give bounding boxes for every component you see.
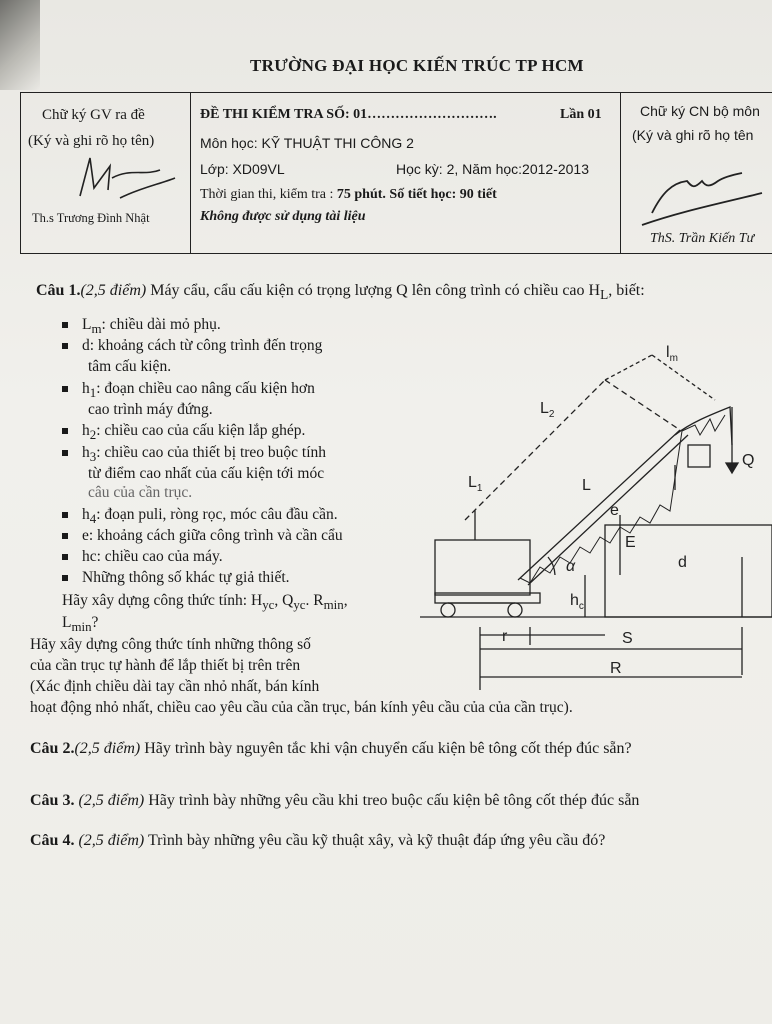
header-divider-1: [190, 93, 191, 253]
head-name: ThS. Trần Kiến Tư: [650, 231, 755, 246]
para-line-1: Hãy xây dựng công thức tính những thông số: [30, 636, 311, 653]
label-Q: Q: [742, 452, 755, 469]
time-value: 75 phút.: [336, 187, 386, 202]
subject-line: Môn học: KỸ THUẬT THI CÔNG 2: [200, 135, 414, 151]
crane-diagram: [420, 335, 772, 700]
crane-wheel-2: [508, 603, 522, 617]
bullet-d: d: khoảng cách từ công trình đến trọng: [62, 337, 322, 355]
time-line: [200, 187, 497, 203]
bullet-lm: $L_m$: chiều dài mỏ phụ.: [62, 316, 221, 337]
bullet-h2: $h_2$: chiều cao của cấu kiện lắp ghép.: [62, 422, 305, 443]
crane-cab: [435, 540, 530, 595]
bullet-other: Những thông số khác tự giả thiết.: [62, 569, 290, 587]
time-label: Thời gian thi, kiểm tra :: [200, 187, 334, 202]
question-1-intro: [36, 282, 645, 303]
label-L: L: [582, 477, 591, 494]
head-signature-title: Chữ ký CN bộ môn: [640, 103, 760, 119]
bullet-h3-cont2: câu của cần trục.: [88, 484, 193, 501]
load-arrow: [726, 463, 738, 473]
question-1-label: Câu 1.: [36, 282, 81, 299]
exam-attempt: Lần 01: [560, 107, 602, 122]
teacher-signature: [60, 148, 180, 208]
label-E: E: [625, 534, 636, 551]
label-S: S: [622, 630, 633, 647]
teacher-signature-note: (Ký và ghi rõ họ tên): [28, 133, 155, 149]
boom-lower: [518, 430, 680, 580]
label-r: r: [502, 628, 508, 645]
exam-label: ĐỀ THI KIỂM TRA SỐ: 01: [200, 107, 368, 122]
question-1-intro-sub: L: [600, 287, 609, 303]
question-2: Câu 2.(2,5 điểm) Hãy trình bày nguyên tắc khi vận chuyển cấu kiện bê tông cốt thép đúc sẵn?: [30, 740, 632, 757]
hook-block: [688, 445, 710, 467]
header-divider-2: [620, 93, 621, 253]
para-line-3: (Xác định chiều dài tay cần nhỏ nhất, bán kính: [30, 678, 320, 695]
label-R: R: [610, 660, 622, 677]
bullet-h4: $h_4$: đoạn puli, ròng rọc, móc câu đầu cần.: [62, 506, 338, 527]
head-signature-note: (Ký và ghi rõ họ tên: [632, 127, 754, 143]
exam-number: [200, 107, 497, 123]
para-line-4: hoạt động nhỏ nhất, chiều cao yêu cầu của cần trục, bán kính yêu cầu của của cần trục).: [30, 699, 573, 716]
label-d: d: [678, 554, 687, 571]
bullet-h1-cont: cao trình máy đứng.: [88, 401, 213, 418]
bullet-h3-cont: từ điểm cao nhất của cấu kiện tới móc: [88, 465, 325, 482]
bullet-d-cont: tâm cấu kiện.: [88, 358, 172, 375]
bullet-e: e: khoảng cách giữa công trình và cần cẩu: [62, 527, 343, 545]
question-3: Câu 3. (2,5 điểm) Hãy trình bày những yêu cầu khi treo buộc cấu kiện bê tông cốt thép đúc sẵn: [30, 792, 640, 809]
build-formula-line-2: $L_{min}$?: [62, 614, 99, 635]
class-line: Lớp: XD09VL: [200, 161, 285, 177]
crane-wheel-1: [441, 603, 455, 617]
bullet-h3: $h_3$: chiều cao của thiết bị treo buộc tính: [62, 444, 326, 465]
label-L2: $L_2$: [540, 400, 555, 420]
periods: Số tiết học: 90 tiết: [389, 187, 497, 202]
label-lm: $l_m$: [666, 344, 678, 364]
materials-note: Không được sử dụng tài liệu: [200, 209, 366, 224]
label-e: e: [610, 502, 619, 519]
label-L1: $L_1$: [468, 474, 483, 494]
question-1-points: (2,5 điểm): [80, 282, 147, 299]
label-hc: $h_c$: [570, 592, 584, 612]
bullet-hc: hc: chiều cao của máy.: [62, 548, 223, 566]
school-name: TRƯỜNG ĐẠI HỌC KIẾN TRÚC TP HCM: [250, 56, 584, 75]
question-4: Câu 4. (2,5 điểm) Trình bày những yêu cầu kỹ thuật xây, và kỹ thuật đáp ứng yêu cầu đó?: [30, 832, 606, 849]
build-formula-line: Hãy xây dựng công thức tính: $H_{yc}$, $Q_{yc}$. $R_{min}$,: [62, 592, 348, 613]
teacher-signature-title: Chữ ký GV ra đề: [42, 107, 145, 123]
question-1-intro-end: , biết:: [608, 282, 645, 299]
semester-line: Học kỳ: 2, Năm học:2012-2013: [396, 161, 589, 177]
label-alpha: α: [566, 558, 576, 575]
scan-shadow: [0, 0, 40, 90]
para-line-2: của cần trục tự hành để lắp thiết bị trên trên: [30, 657, 301, 674]
exam-dots: ……………………….: [367, 107, 497, 122]
teacher-name: Th.s Trương Đình Nhật: [32, 211, 150, 225]
bullet-h1: $h_1$: đoạn chiều cao nâng cấu kiện hơn: [62, 380, 315, 401]
head-signature: [632, 153, 772, 233]
header-border-left: [20, 93, 21, 253]
question-1-intro-text: Máy cẩu, cẩu cấu kiện có trọng lượng Q lên công trình có chiều cao H: [150, 282, 601, 299]
dim-L2: [465, 380, 605, 520]
header-table: [20, 92, 772, 254]
